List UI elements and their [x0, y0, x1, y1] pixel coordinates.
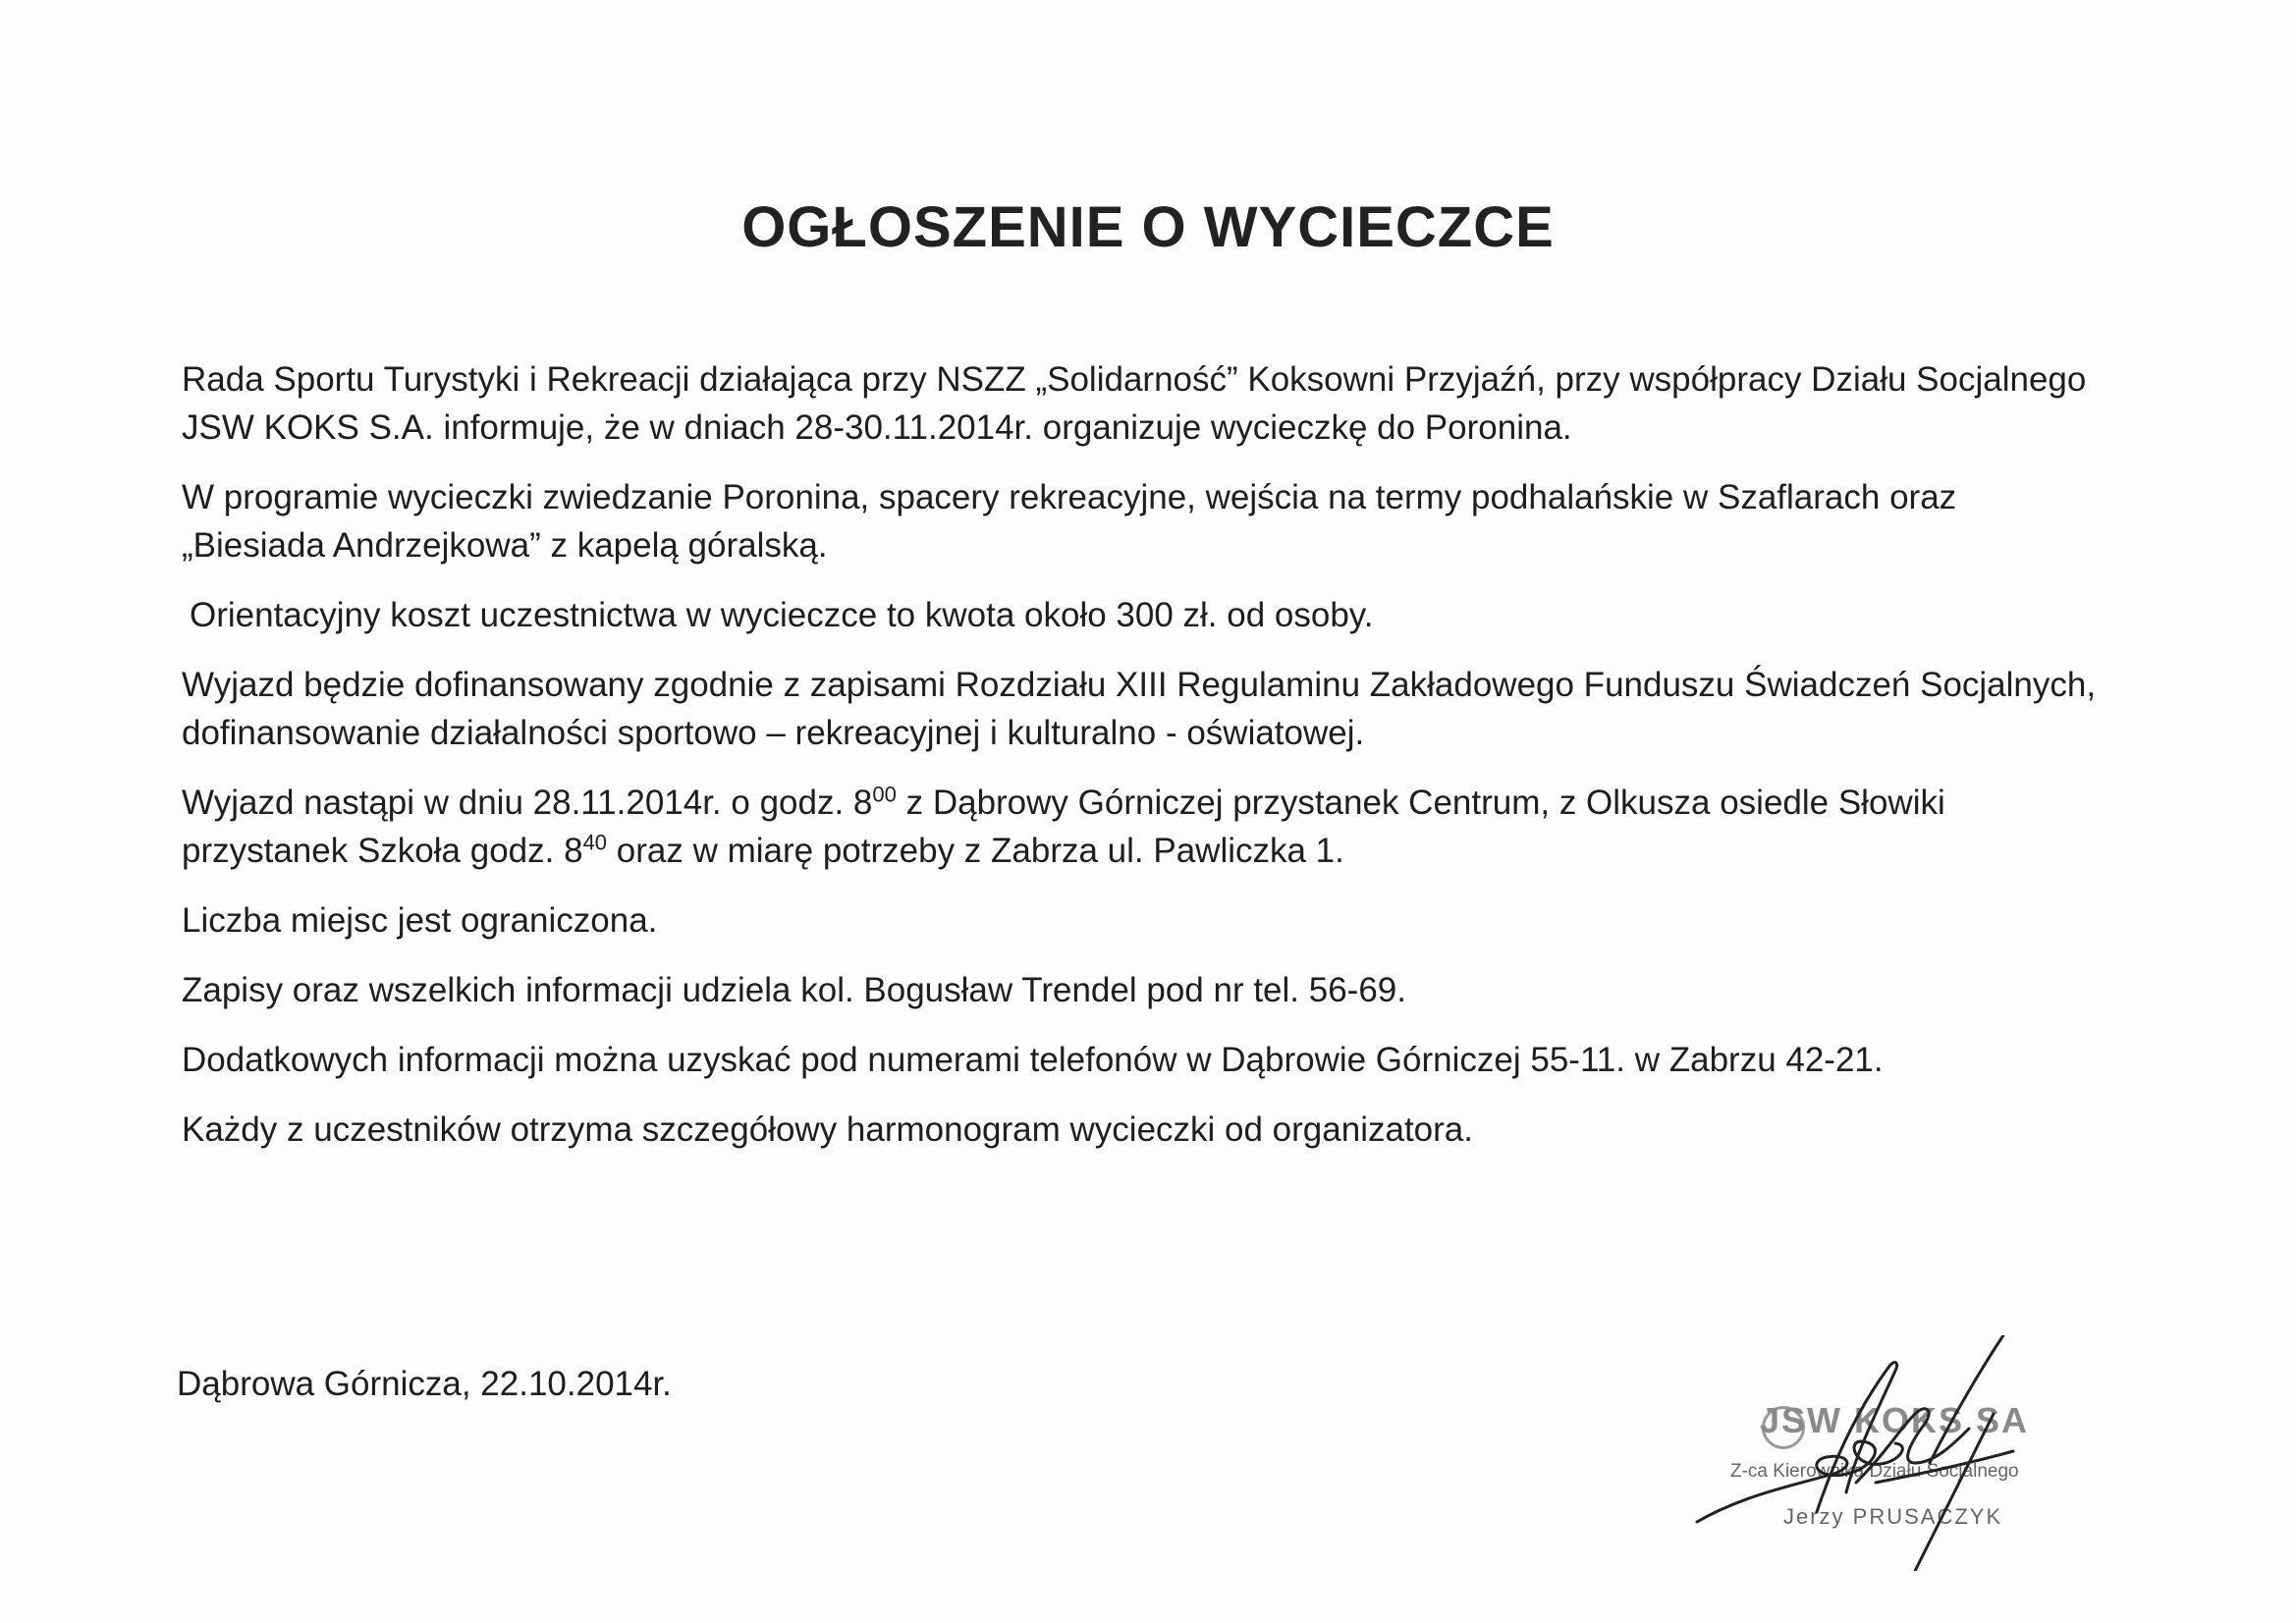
departure-text: przystanek Szkoła godz. 8: [182, 832, 583, 870]
paragraph-contact: [182, 1036, 2097, 1084]
departure-text: oraz w miarę potrzeby z Zabrza ul. Pawliczka 1.: [607, 832, 1344, 870]
departure-time-minutes: 40: [582, 830, 608, 855]
paragraph-organizer: [182, 355, 2097, 452]
official-stamp: [1689, 1335, 2082, 1571]
departure-text: z Dąbrowy Górniczej przystanek Centrum, z Olkusza osiedle Słowiki: [896, 784, 1945, 822]
stamp-name: Jerzy PRUSACZYK: [1783, 1504, 2003, 1529]
place-and-date: Dąbrowa Górnicza, 22.10.2014r.: [177, 1365, 672, 1403]
text-line: Każdy z uczestników otrzyma szczegółowy harmonogram wycieczki od organizatora.: [182, 1110, 1473, 1149]
text-line: Rada Sportu Turystyki i Rekreacji działająca przy NSZZ „Solidarność” Koksowni Przyjaźń, przy współpracy Działu Socjalnego: [182, 360, 2087, 399]
text-line: [182, 827, 2097, 875]
text-line: Orientacyjny koszt uczestnictwa w wycieczce to kwota około 300 zł. od osoby.: [190, 596, 1374, 634]
document-body: [182, 355, 2097, 1175]
text-line: dofinansowanie działalności sportowo – rekreacyjnej i kulturalno - oświatowej.: [182, 714, 1365, 752]
paragraph-program: [182, 473, 2097, 569]
departure-time-minutes: 00: [872, 782, 897, 807]
text-line: JSW KOKS S.A. informuje, że w dniach 28-30.11.2014r. organizuje wycieczkę do Poronina.: [182, 408, 1572, 447]
text-line: Wyjazd będzie dofinansowany zgodnie z zapisami Rozdziału XIII Regulaminu Zakładowego Funduszu Świadczeń Socjalnych,: [182, 666, 2097, 704]
paragraph-schedule: [182, 1106, 2097, 1154]
text-line: Liczba miejsc jest ograniczona.: [182, 901, 658, 940]
stamp-role: Z-ca Kierownika Działu Socjalnego: [1730, 1461, 2019, 1482]
paragraph-cost: [182, 591, 2097, 639]
text-line: Zapisy oraz wszelkich informacji udziela kol. Bogusław Trendel pod nr tel. 56-69.: [182, 971, 1406, 1009]
departure-text: Wyjazd nastąpi w dniu 28.11.2014r. o godz. 8: [182, 784, 873, 822]
stamp-company: JSW KOKS SA: [1760, 1400, 2030, 1440]
paragraph-departure: [182, 779, 2097, 875]
text-line: [182, 779, 2097, 827]
text-line: Dodatkowych informacji można uzyskać pod numerami telefonów w Dąbrowie Górniczej 55-11. w Zabrzu 42-21.: [182, 1041, 1884, 1079]
paragraph-registration: [182, 966, 2097, 1014]
handwritten-signature: [1689, 1335, 2082, 1571]
paragraph-funding: [182, 661, 2097, 757]
document-title: OGŁOSZENIE O WYCIECZCE: [741, 195, 1555, 259]
text-line: W programie wycieczki zwiedzanie Poronina, spacery rekreacyjne, wejścia na termy podhalańskie w Szaflarach oraz: [182, 478, 1957, 516]
paragraph-limited-seats: [182, 896, 2097, 945]
text-line: „Biesiada Andrzejkowa” z kapelą góralską.: [182, 526, 828, 565]
